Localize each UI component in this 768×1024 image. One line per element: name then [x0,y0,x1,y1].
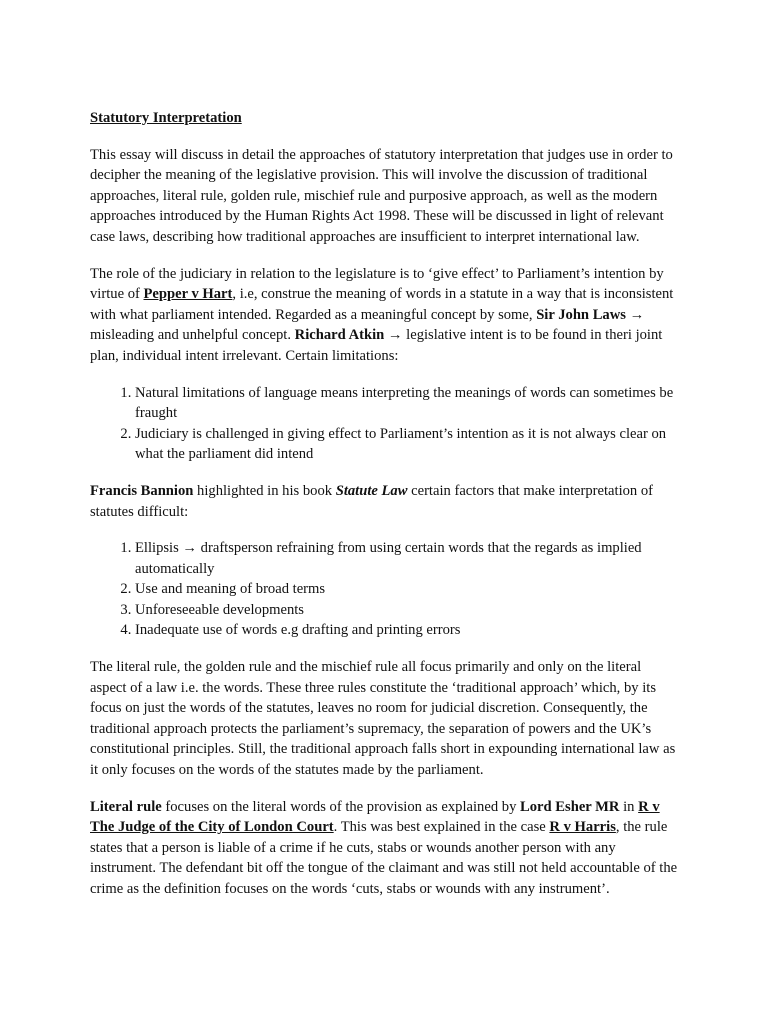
list-item: 4. Inadequate use of words e.g drafting and printing errors [135,620,680,641]
text-run: The role of the judiciary in relation to the legislature is to ‘give effect’ to Parliament’s intention by virtue of [90,265,664,303]
intro-paragraph: This essay will discuss in detail the approaches of statutory interpretation that judges use in order to decipher the meaning of the legislative provision. This will involve the discussion of traditional approaches, literal rule, golden rule, mischief rule and purposive approach, as well as the modern approaches introduced by the Human Rights Act 1998. These will be discussed in light of relevant case laws, describing how traditional approaches are insufficient to interpret international law. [90,146,673,245]
name-francis-bannion: Francis Bannion [90,482,194,499]
text-run: in [619,798,639,815]
book-title-statute-law: Statute Law [335,482,408,499]
page-title: Statutory Interpretation [90,110,242,126]
name-sir-john-laws: Sir John Laws [536,306,626,323]
literal-rule-paragraph [90,797,680,900]
text-run: . This was best explained in the case [333,819,550,836]
text-run: → legislative intent is to be found in theri joint plan, individual intent irrelevant. Certain limitations: [90,327,663,364]
list-item: 1. Natural limitations of language means interpreting the meanings of words can sometimes be fraught [135,383,680,424]
text-run: highlighted in his book [193,482,336,499]
judiciary-role-paragraph [90,264,680,367]
case-r-v-harris: R v Harris [549,819,616,836]
list-item: 2. Use and meaning of broad terms [135,579,680,600]
difficulty-factors-list [90,538,680,641]
text-run: , i.e, construe the meaning of words in a statute in a way that is inconsistent with what parliament intended. Regarded as a meaningful concept by some, [90,286,674,323]
term-literal-rule: Literal rule [90,798,162,815]
name-lord-esher-mr: Lord Esher MR [520,798,620,815]
case-pepper-v-hart: Pepper v Hart [143,286,233,303]
case-r-v-judge-city-london-court: R v The Judge of the City of London Court [90,798,660,836]
bannion-paragraph [90,481,680,522]
list-item: 3. Unforeseeable developments [135,600,680,621]
limitations-list [90,383,680,465]
list-item: 2. Judiciary is challenged in giving effect to Parliament’s intention as it is not always clear on what the parliament did intend [135,424,680,465]
name-richard-atkin: Richard Atkin [294,327,385,344]
text-run: , the rule states that a person is liable of a crime if he cuts, stabs or wounds another person with any instrument. The defendant bit off the tongue of the claimant and was still not held accountable of the crime as the definition focuses on the words ‘cuts, stabs or wounds with any instrument’. [90,819,678,897]
list-item: 1. Ellipsis → draftsperson refraining from using certain words that the regards as implied automatically [135,538,680,579]
traditional-approach-paragraph: The literal rule, the golden rule and the mischief rule all focus primarily and only on the literal aspect of a law i.e. the words. These three rules constitute the ‘traditional approach’ which, by its focus on just the words of the statutes, leaves no room for judicial discretion. Consequently, the traditional approach protects the parliament’s supremacy, the separation of powers and the UK’s constitutional principles. Still, the traditional approach falls short in expounding international law as it only focuses on the words of the statutes made by the parliament. [90,659,676,779]
text-run: focuses on the literal words of the provision as explained by [161,798,521,815]
document-body [90,108,680,916]
text-run: certain factors that make interpretation of statutes difficult: [90,482,654,520]
text-run: → misleading and unhelpful concept. [90,306,645,344]
